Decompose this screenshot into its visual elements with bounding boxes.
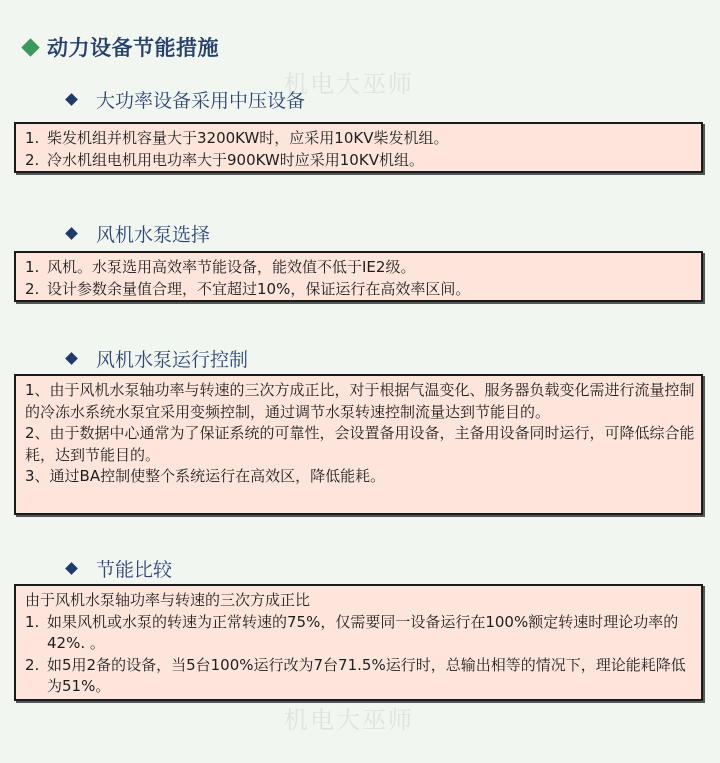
section-box-energy-comparison <box>14 584 703 701</box>
diamond-bullet-icon <box>65 562 78 575</box>
list-item: 2. 冷水机组电机用电功率大于900KW时应采用10KV机组。 <box>25 150 424 169</box>
diamond-bullet-icon <box>65 93 78 106</box>
watermark-bottom: 机电大巫师 <box>284 706 414 734</box>
paragraph: 3、通过BA控制使整个系统运行在高效区，降低能耗。 <box>25 467 386 485</box>
page-title-text: 动力设备节能措施 <box>47 36 219 60</box>
section-box-medium-voltage <box>14 122 703 173</box>
list-item: 2. 设计参数余量值合理，不宜超过10%，保证运行在高效率区间。 <box>25 279 471 298</box>
section-heading-medium-voltage: 大功率设备采用中压设备 <box>64 86 305 112</box>
page-title <box>18 32 219 62</box>
list-item: 1. 如果风机或水泵的转速为正常转速的75%，仅需要同一设备运行在100%额定转速时理论功率的42%. 。 <box>25 612 679 652</box>
section-heading-fan-pump-control: 风机水泵运行控制 <box>64 345 248 371</box>
watermark-top: 机电大巫师 <box>284 70 414 98</box>
section-box-fan-pump-selection <box>14 251 703 302</box>
paragraph: 1、由于风机水泵轴功率与转速的三次方成正比，对于根据气温变化、服务器负载变化需进行流量控制的冷冻水系统水泵宜采用变频控制，通过调节水泵转速控制流量达到节能目的。 <box>25 381 695 421</box>
paragraph: 2、由于数据中心通常为了保证系统的可靠性，会设置备用设备，主备用设备同时运行，可降低综合能耗，达到节能目的。 <box>25 424 695 464</box>
list-item: 1. 风机。水泵选用高效率节能设备，能效值不低于IE2级。 <box>25 258 416 276</box>
green-diamond-bullet-icon <box>21 38 39 56</box>
diamond-bullet-icon <box>65 227 78 240</box>
list-item: 1. 柴发机组并机容量大于3200KW时，应采用10KV柴发机组。 <box>25 129 449 147</box>
section-box-fan-pump-control <box>14 374 703 515</box>
list-item: 2. 如5用2备的设备，当5台100%运行改为7台71.5%运行时，总输出相等的情况下，理论能耗降低为51%。 <box>25 655 686 695</box>
section-heading-energy-comparison: 节能比较 <box>64 555 172 581</box>
diamond-bullet-icon <box>65 352 78 365</box>
section-heading-fan-pump-selection: 风机水泵选择 <box>64 220 210 246</box>
intro-text: 由于风机水泵轴功率与转速的三次方成正比 <box>25 591 311 609</box>
